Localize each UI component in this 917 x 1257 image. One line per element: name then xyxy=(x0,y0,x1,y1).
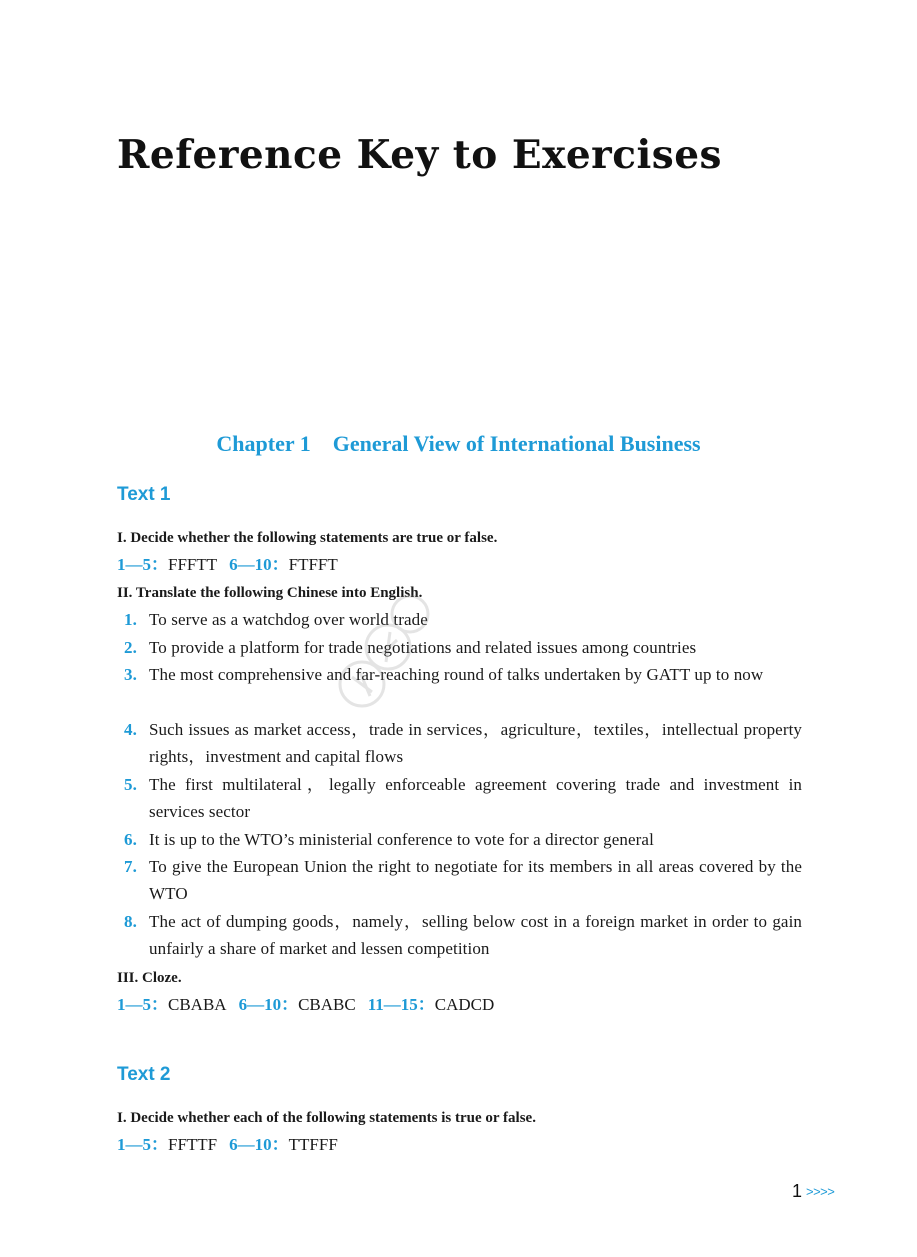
chapter-title: Chapter 1 General View of International Business xyxy=(216,431,701,456)
translation-item xyxy=(124,661,802,688)
item-number: 4. xyxy=(124,720,137,739)
item-number: 1. xyxy=(124,610,137,629)
answer-value: TTFFF xyxy=(288,1135,338,1154)
text1-instruction-1: I. Decide whether the following statements are true or false. xyxy=(117,530,498,546)
answer-value: FTFFT xyxy=(288,555,338,574)
item-number: 2. xyxy=(124,638,137,657)
translation-item xyxy=(124,634,802,661)
translation-item xyxy=(124,853,802,908)
text1-instruction-2: II. Translate the following Chinese into English. xyxy=(117,585,423,601)
text1-answers-3 xyxy=(117,995,494,1015)
item-number: 6. xyxy=(124,830,137,849)
text2-instruction-1: I. Decide whether each of the following statements is true or false. xyxy=(117,1110,536,1126)
answer-range: 6—10： xyxy=(229,1135,289,1154)
page-number: 1 xyxy=(792,1181,803,1201)
item-text: It is up to the WTO’s ministerial conference to vote for a director general xyxy=(149,830,654,849)
answer-value: CBABC xyxy=(298,995,356,1014)
item-number: 7. xyxy=(124,857,137,876)
answer-range: 1—5： xyxy=(117,555,168,574)
translation-item xyxy=(124,826,802,853)
text1-instruction-3: III. Cloze. xyxy=(117,970,182,986)
item-number: 5. xyxy=(124,775,137,794)
answer-value: CBABA xyxy=(168,995,227,1014)
text2-answers-1 xyxy=(117,1135,338,1155)
text1-answers-1 xyxy=(117,555,338,575)
translation-item xyxy=(124,606,802,633)
item-number: 3. xyxy=(124,665,137,684)
text1-heading: Text 1 xyxy=(117,484,171,505)
answer-range: 1—5： xyxy=(117,995,168,1014)
page-title: Reference Key to Exercises xyxy=(117,132,722,178)
translation-item xyxy=(124,716,802,771)
answer-value: CADCD xyxy=(434,995,495,1014)
translation-item xyxy=(124,908,802,963)
answer-value: FFTTF xyxy=(168,1135,218,1154)
answer-range: 6—10： xyxy=(238,995,299,1014)
item-text: The first multilateral，legally enforceable agreement covering trade and investment in services sector xyxy=(149,775,802,822)
item-text: The most comprehensive and far-reaching round of talks undertaken by GATT up to now xyxy=(149,665,764,684)
page-arrows-icon: >>>> xyxy=(806,1184,835,1199)
answer-value: FFFTT xyxy=(168,555,218,574)
answer-range: 11—15： xyxy=(367,995,435,1014)
answer-range: 1—5： xyxy=(117,1135,168,1154)
watermark-stamp xyxy=(332,592,444,712)
item-text: Such issues as market access，trade in services，agriculture，textiles，intellectual property rights，investment and capital flows xyxy=(149,720,802,767)
text2-heading: Text 2 xyxy=(117,1064,171,1085)
item-text: The act of dumping goods，namely，selling below cost in a foreign market in order to gain unfairly a share of market and lessen competition xyxy=(149,912,802,959)
answer-range: 6—10： xyxy=(229,555,289,574)
item-text: To provide a platform for trade negotiations and related issues among countries xyxy=(149,638,697,657)
item-text: To give the European Union the right to negotiate for its members in all areas covered by the WTO xyxy=(149,857,802,904)
item-number: 8. xyxy=(124,912,137,931)
item-text: To serve as a watchdog over world trade xyxy=(149,610,428,629)
translation-item xyxy=(124,771,802,826)
